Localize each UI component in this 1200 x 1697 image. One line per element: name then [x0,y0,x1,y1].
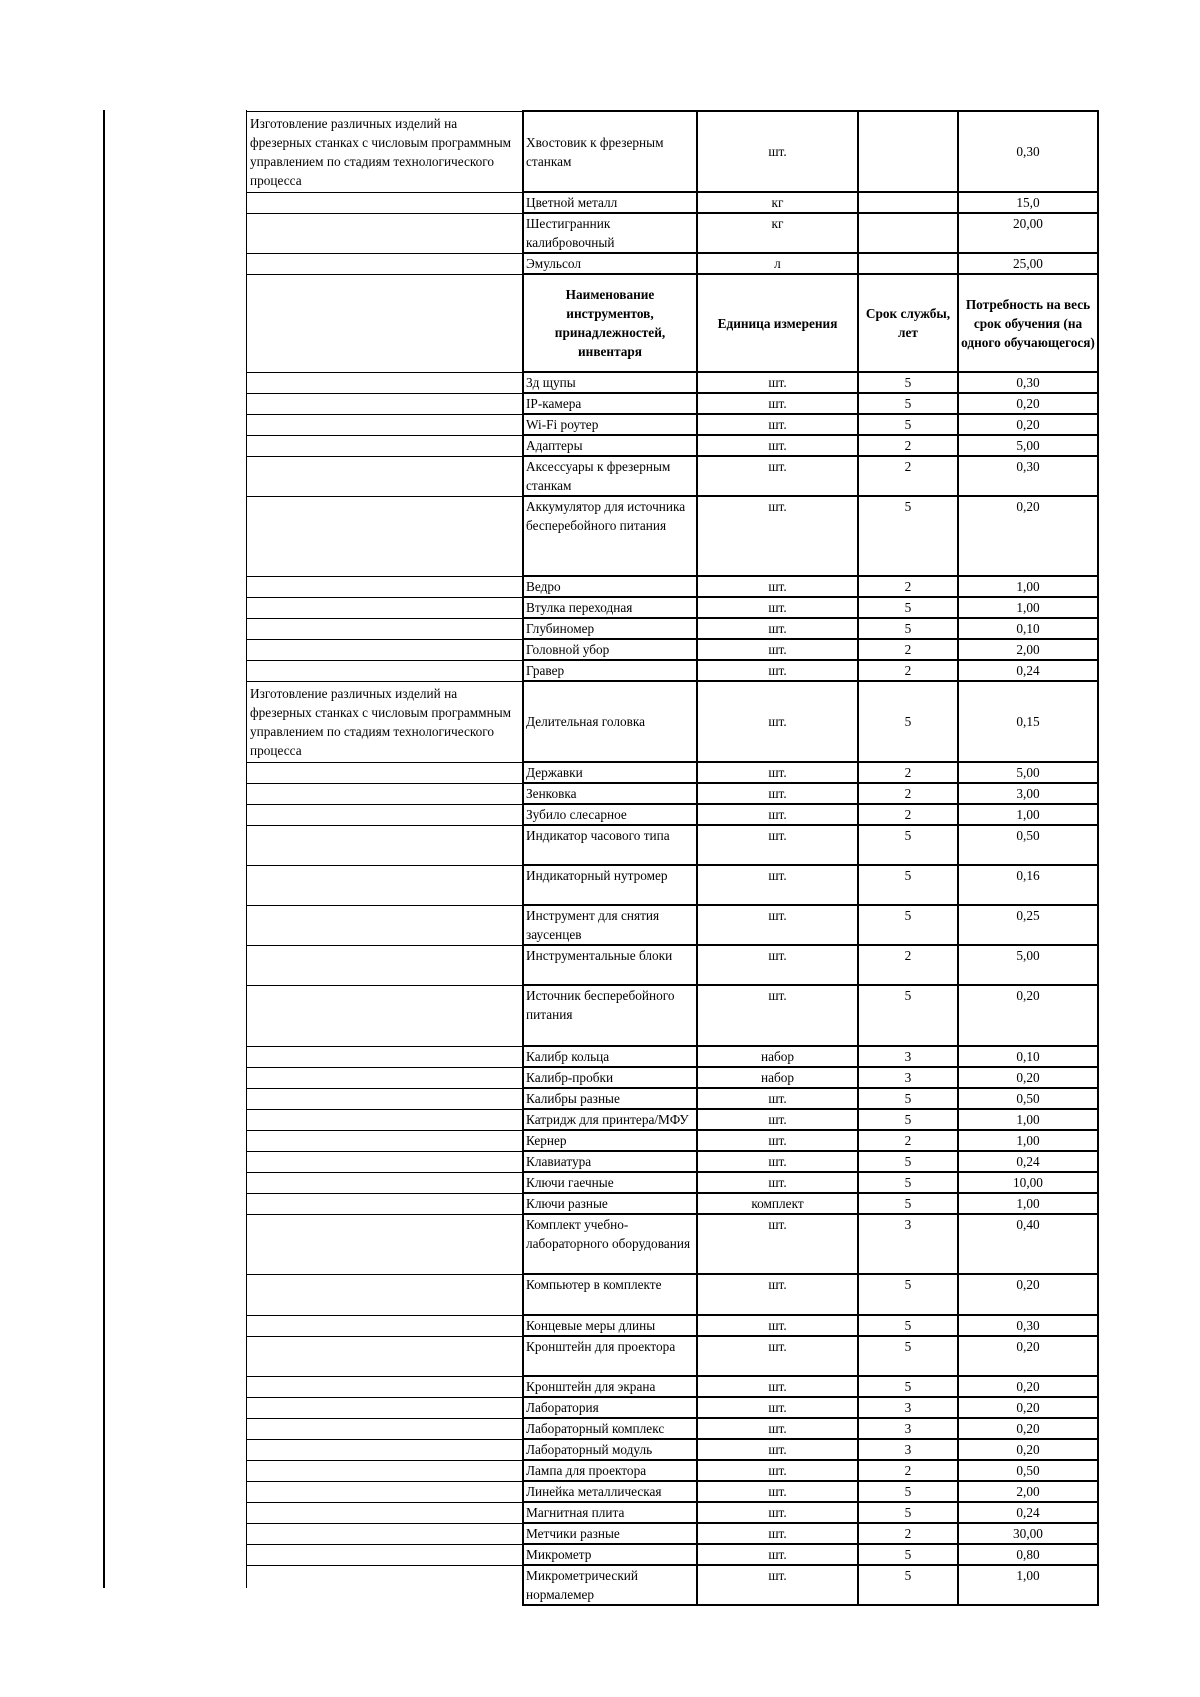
item-service-life: 5 [858,905,958,945]
item-name: Головной убор [523,639,697,660]
item-need: 0,20 [958,1067,1098,1088]
item-name: Шестигранник калибровочный [523,213,697,253]
table-row [247,414,1098,435]
item-service-life: 2 [858,435,958,456]
item-service-life: 5 [858,414,958,435]
table-row [247,681,1098,762]
item-service-life: 5 [858,1376,958,1397]
item-unit: шт. [697,1336,858,1376]
section-label: Изготовление различных изделий на фрезерных станках с числовым программным управлением по стадиям технологического процесса [247,111,523,192]
section-cell [247,639,523,660]
item-service-life: 5 [858,1193,958,1214]
item-service-life: 5 [858,1172,958,1193]
item-need: 0,10 [958,1046,1098,1067]
item-unit: Единица измерения [697,274,858,372]
item-need: 1,00 [958,1565,1098,1605]
item-service-life: 5 [858,681,958,762]
item-unit: шт. [697,1109,858,1130]
item-name: Микрометр [523,1544,697,1565]
item-name: Индикаторный нутромер [523,865,697,905]
item-name: Втулка переходная [523,597,697,618]
section-cell [247,762,523,783]
inventory-table-body [247,111,1098,1605]
item-need: 0,20 [958,1336,1098,1376]
item-name: Микрометрический нормалемер [523,1565,697,1605]
table-row [247,1336,1098,1376]
item-service-life: 2 [858,762,958,783]
item-need: 20,00 [958,213,1098,253]
table-row [247,1315,1098,1336]
item-need: 0,50 [958,1088,1098,1109]
table-row [247,393,1098,414]
item-name: Лаборатория [523,1397,697,1418]
item-name: Эмульсол [523,253,697,274]
table-row [247,597,1098,618]
section-cell [247,1214,523,1274]
item-name: Державки [523,762,697,783]
item-name: Цветной металл [523,192,697,213]
table-row [247,618,1098,639]
item-service-life: 5 [858,865,958,905]
item-unit: шт. [697,372,858,393]
section-cell [247,1544,523,1565]
section-cell [247,274,523,372]
item-need: 0,40 [958,1214,1098,1274]
item-unit: комплект [697,1193,858,1214]
item-unit: набор [697,1067,858,1088]
table-row [247,825,1098,865]
item-name: Инструментальные блоки [523,945,697,985]
item-name: Кронштейн для проектора [523,1336,697,1376]
item-name: Кронштейн для экрана [523,1376,697,1397]
item-unit: шт. [697,905,858,945]
item-need: 5,00 [958,762,1098,783]
item-service-life: 5 [858,597,958,618]
section-cell [247,1439,523,1460]
table-row [247,1439,1098,1460]
item-name: Хвостовик к фрезерным станкам [523,111,697,192]
item-unit: шт. [697,1151,858,1172]
item-unit: шт. [697,1418,858,1439]
item-name: Инструмент для снятия заусенцев [523,905,697,945]
section-cell [247,1502,523,1523]
table-row [247,1481,1098,1502]
item-unit: шт. [697,1088,858,1109]
item-need: 0,50 [958,825,1098,865]
section-cell [247,414,523,435]
section-cell [247,660,523,681]
item-service-life: 2 [858,456,958,496]
item-name: Лабораторный комплекс [523,1418,697,1439]
item-need: Потребность на весь срок обучения (на одного обучающегося) [958,274,1098,372]
item-need: 3,00 [958,783,1098,804]
item-service-life [858,192,958,213]
table-row [247,762,1098,783]
item-service-life: 5 [858,1336,958,1376]
item-service-life: 5 [858,1565,958,1605]
item-service-life: 3 [858,1439,958,1460]
section-cell [247,192,523,213]
item-unit: шт. [697,414,858,435]
table-row [247,1376,1098,1397]
section-cell [247,1274,523,1315]
table-row [247,1130,1098,1151]
table-row [247,192,1098,213]
item-service-life: 3 [858,1046,958,1067]
item-service-life: 5 [858,372,958,393]
item-need: 0,20 [958,393,1098,414]
item-service-life: 2 [858,783,958,804]
table-row [247,1172,1098,1193]
item-name: Магнитная плита [523,1502,697,1523]
item-service-life [858,213,958,253]
section-cell [247,1172,523,1193]
item-name: Метчики разные [523,1523,697,1544]
item-name: IP-камера [523,393,697,414]
item-service-life: 5 [858,1151,958,1172]
item-need: 0,15 [958,681,1098,762]
table-row [247,865,1098,905]
table-row [247,1193,1098,1214]
item-need: 0,30 [958,111,1098,192]
item-need: 0,20 [958,1274,1098,1315]
item-service-life: 5 [858,1502,958,1523]
item-name: Индикатор часового типа [523,825,697,865]
table-row [247,1274,1098,1315]
section-cell [247,1397,523,1418]
item-unit: шт. [697,435,858,456]
section-cell [247,1067,523,1088]
item-name: Линейка металлическая [523,1481,697,1502]
table-row [247,1502,1098,1523]
table-row [247,905,1098,945]
inventory-table [247,110,1099,1606]
item-need: 0,25 [958,905,1098,945]
item-need: 0,10 [958,618,1098,639]
table-row [247,1151,1098,1172]
item-need: 25,00 [958,253,1098,274]
item-need: 0,80 [958,1544,1098,1565]
item-name: Кернер [523,1130,697,1151]
item-unit: шт. [697,1397,858,1418]
item-name: Наименование инструментов, принадлежностей, инвентаря [523,274,697,372]
section-cell [247,825,523,865]
item-need: 0,30 [958,456,1098,496]
item-need: 0,20 [958,985,1098,1046]
item-need: 1,00 [958,597,1098,618]
item-unit: шт. [697,762,858,783]
item-unit: шт. [697,660,858,681]
item-service-life: 2 [858,660,958,681]
table-row [247,372,1098,393]
item-need: 2,00 [958,1481,1098,1502]
item-unit: шт. [697,1315,858,1336]
item-service-life: 5 [858,825,958,865]
item-service-life: 3 [858,1418,958,1439]
table-row [247,804,1098,825]
section-cell [247,1130,523,1151]
section-cell [247,1336,523,1376]
item-unit: шт. [697,985,858,1046]
item-service-life: 2 [858,804,958,825]
table-row [247,1088,1098,1109]
item-need: 30,00 [958,1523,1098,1544]
item-service-life: Срок службы, лет [858,274,958,372]
item-unit: шт. [697,1460,858,1481]
item-name: Ключи гаечные [523,1172,697,1193]
item-need: 0,50 [958,1460,1098,1481]
item-service-life: 2 [858,639,958,660]
item-need: 1,00 [958,1109,1098,1130]
item-need: 10,00 [958,1172,1098,1193]
item-unit: шт. [697,804,858,825]
section-cell [247,1109,523,1130]
item-unit: шт. [697,825,858,865]
left-margin-line [103,110,105,1588]
item-need: 5,00 [958,945,1098,985]
item-unit: шт. [697,783,858,804]
section-cell [247,435,523,456]
table-row [247,435,1098,456]
item-need: 1,00 [958,1130,1098,1151]
section-cell [247,1376,523,1397]
item-need: 1,00 [958,804,1098,825]
item-need: 0,20 [958,1376,1098,1397]
section-cell [247,618,523,639]
section-cell [247,1565,523,1605]
item-need: 0,20 [958,1418,1098,1439]
item-service-life: 5 [858,1481,958,1502]
item-name: Клавиатура [523,1151,697,1172]
section-cell [247,1481,523,1502]
item-unit: л [697,253,858,274]
item-service-life: 3 [858,1397,958,1418]
table-row [247,1544,1098,1565]
item-name: Зубило слесарное [523,804,697,825]
table-row [247,1418,1098,1439]
item-name: Лампа для проектора [523,1460,697,1481]
item-service-life: 5 [858,1315,958,1336]
item-name: Глубиномер [523,618,697,639]
item-service-life: 5 [858,393,958,414]
item-need: 1,00 [958,1193,1098,1214]
item-name: Гравер [523,660,697,681]
item-service-life: 5 [858,1544,958,1565]
item-unit: шт. [697,576,858,597]
item-service-life: 5 [858,618,958,639]
item-unit: шт. [697,1172,858,1193]
item-need: 0,30 [958,1315,1098,1336]
section-cell [247,1460,523,1481]
item-unit: шт. [697,1376,858,1397]
section-cell [247,393,523,414]
item-name: Ключи разные [523,1193,697,1214]
section-cell [247,985,523,1046]
table-row [247,576,1098,597]
item-service-life: 5 [858,1109,958,1130]
item-need: 0,20 [958,496,1098,576]
section-cell [247,372,523,393]
item-unit: шт. [697,1544,858,1565]
item-name: Ведро [523,576,697,597]
section-cell [247,783,523,804]
section-cell [247,804,523,825]
item-unit: кг [697,192,858,213]
item-need: 15,0 [958,192,1098,213]
section-cell [247,456,523,496]
item-unit: шт. [697,681,858,762]
item-need: 2,00 [958,639,1098,660]
item-need: 0,24 [958,660,1098,681]
table-row [247,945,1098,985]
table-row [247,783,1098,804]
item-unit: шт. [697,1439,858,1460]
item-service-life: 5 [858,1088,958,1109]
item-name: Компьютер в комплекте [523,1274,697,1315]
item-unit: шт. [697,639,858,660]
item-unit: шт. [697,496,858,576]
item-need: 0,24 [958,1151,1098,1172]
item-need: 0,30 [958,372,1098,393]
item-need: 0,24 [958,1502,1098,1523]
item-name: Источник бесперебойного питания [523,985,697,1046]
item-name: 3д щупы [523,372,697,393]
item-unit: шт. [697,1481,858,1502]
item-need: 0,20 [958,1397,1098,1418]
table-row [247,496,1098,576]
section-cell [247,253,523,274]
item-service-life: 2 [858,1523,958,1544]
table-row [247,1067,1098,1088]
item-name: Катридж для принтера/МФУ [523,1109,697,1130]
section-cell [247,576,523,597]
item-service-life: 5 [858,985,958,1046]
item-unit: шт. [697,1274,858,1315]
item-need: 0,20 [958,414,1098,435]
section-cell [247,1088,523,1109]
table-row [247,660,1098,681]
table-row [247,1565,1098,1605]
section-label: Изготовление различных изделий на фрезерных станках с числовым программным управлением по стадиям технологического процесса [247,681,523,762]
item-need: 5,00 [958,435,1098,456]
table-header-row [247,274,1098,372]
section-cell [247,213,523,253]
item-unit: шт. [697,1214,858,1274]
item-unit: шт. [697,597,858,618]
section-cell [247,945,523,985]
table-row [247,1523,1098,1544]
section-cell [247,1418,523,1439]
item-service-life [858,253,958,274]
section-cell [247,597,523,618]
section-cell [247,1315,523,1336]
table-row [247,1109,1098,1130]
item-name: Калибры разные [523,1088,697,1109]
table-row [247,213,1098,253]
item-service-life [858,111,958,192]
table-row [247,985,1098,1046]
item-service-life: 5 [858,1274,958,1315]
item-unit: шт. [697,111,858,192]
item-unit: набор [697,1046,858,1067]
item-unit: шт. [697,1130,858,1151]
section-cell [247,905,523,945]
table-row [247,111,1098,192]
item-service-life: 5 [858,496,958,576]
item-name: Комплект учебно-лабораторного оборудования [523,1214,697,1274]
section-cell [247,1151,523,1172]
item-unit: шт. [697,1565,858,1605]
item-need: 1,00 [958,576,1098,597]
item-name: Калибр кольца [523,1046,697,1067]
item-service-life: 3 [858,1214,958,1274]
section-cell [247,1193,523,1214]
item-unit: шт. [697,945,858,985]
item-name: Wi-Fi роутер [523,414,697,435]
table-row [247,1460,1098,1481]
item-unit: шт. [697,618,858,639]
item-service-life: 2 [858,1130,958,1151]
item-service-life: 3 [858,1067,958,1088]
item-name: Аккумулятор для источника бесперебойного питания [523,496,697,576]
item-need: 0,16 [958,865,1098,905]
item-service-life: 2 [858,576,958,597]
section-cell [247,1523,523,1544]
section-cell [247,1046,523,1067]
item-unit: шт. [697,1502,858,1523]
item-name: Адаптеры [523,435,697,456]
item-need: 0,20 [958,1439,1098,1460]
item-name: Делительная головка [523,681,697,762]
item-name: Концевые меры длины [523,1315,697,1336]
item-name: Калибр-пробки [523,1067,697,1088]
item-unit: шт. [697,456,858,496]
table-row [247,456,1098,496]
item-unit: шт. [697,1523,858,1544]
item-name: Лабораторный модуль [523,1439,697,1460]
item-service-life: 2 [858,945,958,985]
item-service-life: 2 [858,1460,958,1481]
table-row [247,639,1098,660]
table-row [247,1214,1098,1274]
table-row [247,1397,1098,1418]
section-cell [247,865,523,905]
item-unit: шт. [697,393,858,414]
table-row [247,253,1098,274]
item-unit: шт. [697,865,858,905]
item-name: Зенковка [523,783,697,804]
item-unit: кг [697,213,858,253]
section-cell [247,496,523,576]
item-name: Аксессуары к фрезерным станкам [523,456,697,496]
table-row [247,1046,1098,1067]
